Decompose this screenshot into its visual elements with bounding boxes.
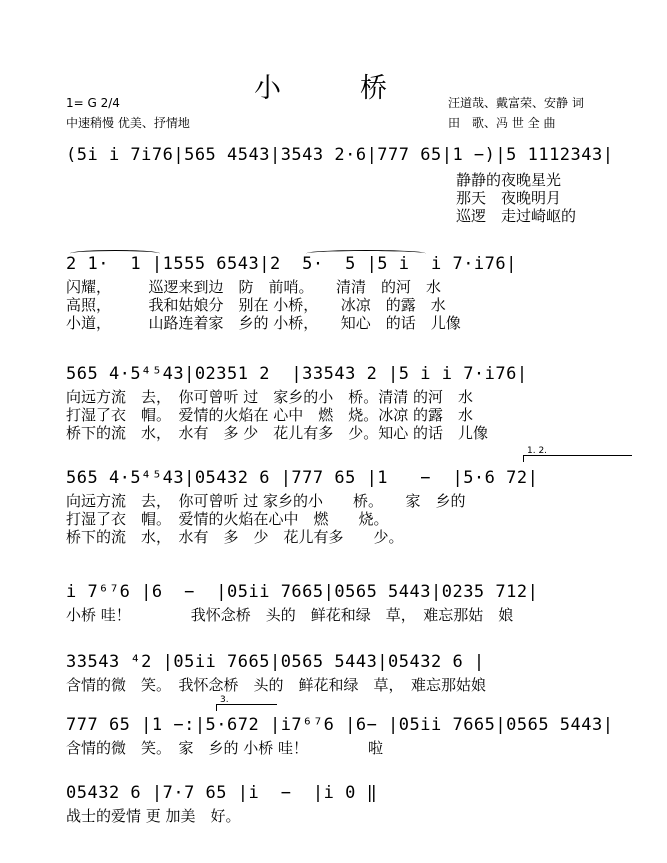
key-signature: 1= G 2/4 xyxy=(66,96,120,110)
song-title: 小 桥 xyxy=(254,73,413,104)
score-system-6 xyxy=(66,650,626,694)
lyric-verse-2: 那天 夜晚明月 xyxy=(456,189,562,207)
lyric-verse-2: 打湿了衣 帽。 爱情的火焰在 心中 燃 烧。冰凉 的露 水 xyxy=(66,406,474,424)
score-system-7 xyxy=(66,695,626,757)
volta-label: 1. 2. xyxy=(527,446,548,456)
lyric-verse-2: 高照， 我和姑娘分 别在 小桥， 冰凉 的露 水 xyxy=(66,296,446,314)
lyric-verse-1: 静静的夜晚星光 xyxy=(456,171,562,189)
score-system-8 xyxy=(66,781,626,825)
tempo-marking: 中速稍慢 优美、抒情地 xyxy=(66,116,190,130)
notation-line: (5i i 7i76|565 4543|3543 2·6|777 65|1 −)|5 1112343| xyxy=(66,145,614,165)
notation-line: 2 1· 1 |1555 6543|2 5· 5 |5 i i 7·i76| xyxy=(66,254,517,274)
score-system-2 xyxy=(66,252,626,332)
composer-credit: 田 歌、冯 世 全 曲 xyxy=(448,116,556,130)
notation-line: 565 4·5⁴⁵43|02351 2 |33543 2 |5 i i 7·i76| xyxy=(66,364,528,384)
lyric-verse-1: 含情的微 笑。 家 乡的 小桥 哇！ 啦 xyxy=(66,739,384,757)
notation-line: 565 4·5⁴⁵43|05432 6 |777 65 |1 − |5·6 72| xyxy=(66,468,539,488)
notation-line: 05432 6 |7·7 65 |i − |i 0 ‖ xyxy=(66,783,378,803)
score-system-3 xyxy=(66,362,626,442)
lyric-verse-1: 向远方流 去， 你可曾听 过 家乡的小 桥。 家 乡的 xyxy=(66,492,466,510)
lyric-verse-3: 桥下的流 水， 水有 多 少 花儿有多 少。 xyxy=(66,528,404,546)
score-system-1 xyxy=(66,143,626,225)
volta-label: 3. xyxy=(220,695,229,705)
score-system-5 xyxy=(66,580,626,624)
lyrics-block xyxy=(456,171,576,225)
notation-line: 777 65 |1 −:|5·672 |i7⁶⁷6 |6− |05ii 7665|0565 5443| xyxy=(66,715,614,735)
score-system-4 xyxy=(66,446,626,546)
lyric-verse-2: 打湿了衣 帽。 爱情的火焰在心中 燃 烧。 xyxy=(66,510,389,528)
lyric-verse-1: 向远方流 去， 你可曾听 过 家乡的小 桥。清清 的河 水 xyxy=(66,388,474,406)
lyric-verse-1: 小桥 哇！ 我怀念桥 头的 鲜花和绿 草， 难忘那姑 娘 xyxy=(66,606,514,624)
notation-line: i 7⁶⁷6 |6 − |05ii 7665|0565 5443|0235 712| xyxy=(66,582,539,602)
lyric-verse-3: 小道， 山路连着家 乡的 小桥， 知心 的话 儿像 xyxy=(66,314,461,332)
notation-line: 33543 ⁴2 |05ii 7665|0565 5443|05432 6 | xyxy=(66,652,485,672)
lyric-verse-1: 战士的爱情 更 加美 好。 xyxy=(66,807,241,825)
volta-bracket xyxy=(523,446,632,462)
volta-bracket xyxy=(216,695,277,711)
lyricist-credit: 汪道哉、戴富荣、安静 词 xyxy=(448,96,584,110)
lyric-verse-1: 含情的微 笑。 我怀念桥 头的 鲜花和绿 草， 难忘那姑娘 xyxy=(66,676,487,694)
lyric-verse-3: 巡逻 走过崎岖的 xyxy=(456,207,577,225)
lyric-verse-3: 桥下的流 水， 水有 多 少 花儿有多 少。知心 的话 儿像 xyxy=(66,424,489,442)
lyric-verse-1: 闪耀， 巡逻来到边 防 前哨。 清清 的河 水 xyxy=(66,278,442,296)
